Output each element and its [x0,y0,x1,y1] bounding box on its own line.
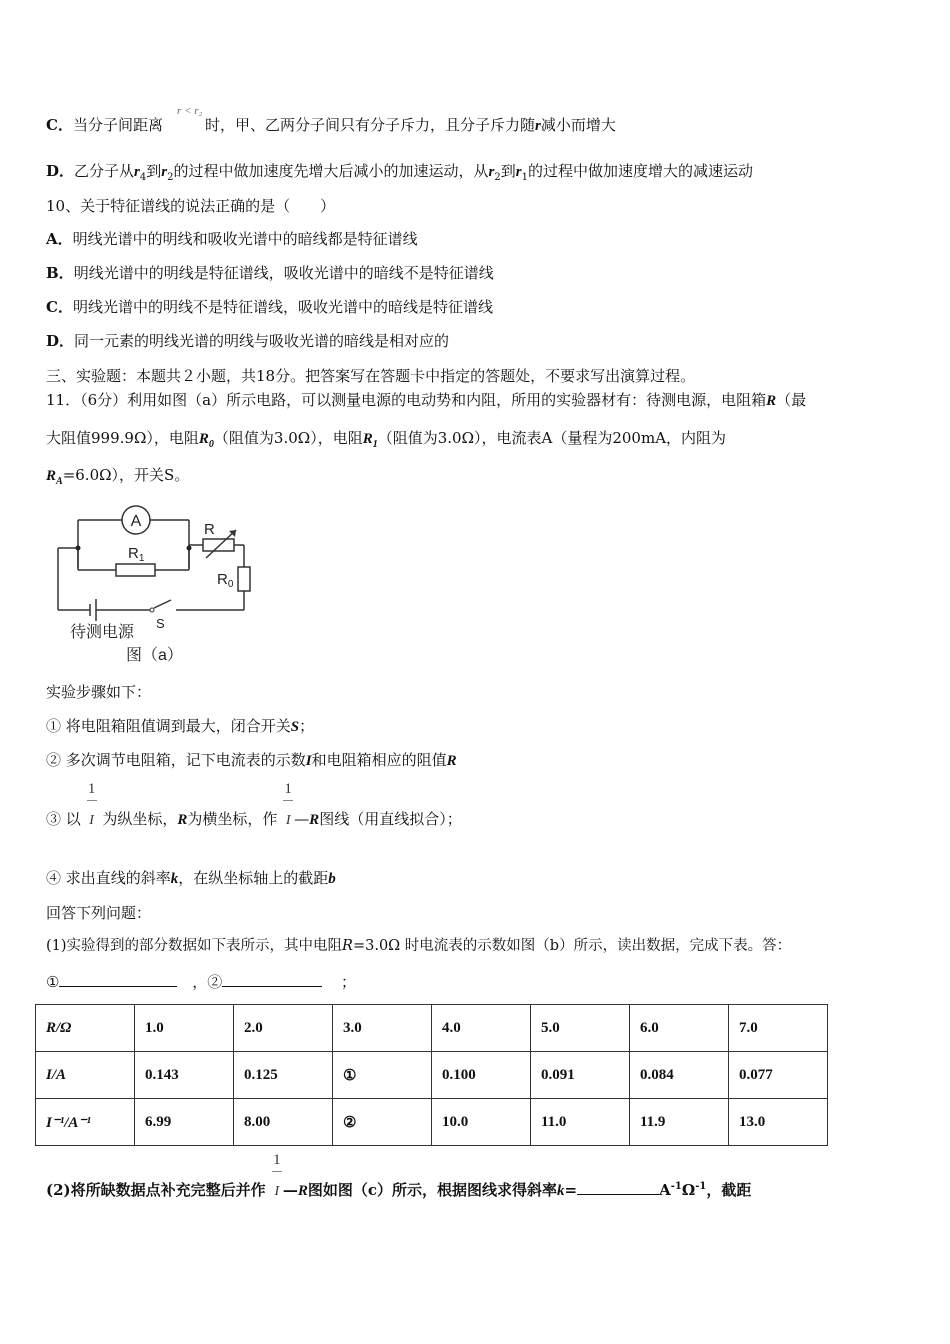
table-cell: 0.125 [234,1052,333,1099]
fraction-1-over-I: $\frac{1}{I}$ [284,781,292,828]
r1-label: $R_1$ [128,545,145,564]
superscript: -1 [670,1181,682,1192]
option-text: 减小而增大 [540,116,616,134]
steps-heading: 实验步骤如下： [46,683,152,701]
variable: R [342,938,353,954]
table-cell: 10.0 [432,1099,531,1146]
row-header: R/Ω [36,1005,135,1052]
option-text: 时，甲、乙两分子间只有分子斥力，且分子斥力随 [204,116,535,134]
section-heading: 三、实验题：本题共２小题，共18分。把答案写在答题卡中指定的答题处，不要求写出演算过程。 [46,367,696,385]
text: 图如图（c）所示，根据图线求得斜率 [307,1181,558,1199]
variable: R [297,1183,308,1199]
text: ，截距 [706,1181,752,1199]
table-row [36,1099,828,1146]
fraction-1-over-I: $\frac{1}{I}$ [273,1152,281,1199]
option-text: 同一元素的明线光谱的明线与吸收光谱的暗线是相对应的 [74,332,450,350]
text: ② 多次调节电阻箱，记下电流表的示数 [46,751,306,769]
q9-option-d [46,161,753,188]
subscript: 4 [139,172,147,183]
text: (2)将所缺数据点补充完整后并作 [46,1181,266,1199]
variable: r [488,164,495,180]
part-2-text [46,1152,752,1202]
subscript: 0 [208,439,214,450]
text: ① 将电阻箱阻值调到最大，闭合开关 [46,717,291,735]
q10-stem: 10、关于特征谱线的说法正确的是（ ） [46,197,336,215]
table-cell: 6.0 [630,1005,729,1052]
variable: r [515,164,522,180]
variable: S [290,719,300,735]
step-2 [46,750,457,771]
table-cell: 0.084 [630,1052,729,1099]
subscript: 2 [167,172,174,183]
option-text: 明线光谱中的明线是特征谱线，吸收光谱中的暗线不是特征谱线 [73,264,494,282]
step-3 [46,781,462,831]
option-label: A． [46,230,73,248]
text: （最 [776,391,807,409]
variable: R [198,431,209,447]
variable: b [328,871,336,887]
text: ； [299,717,315,735]
option-label: B． [46,264,74,282]
subscript: A [56,476,63,487]
option-text: 当分子间距离 [72,116,163,134]
text: =6.0Ω），开关S。 [62,466,190,484]
table-cell: 3.0 [333,1005,432,1052]
table-cell: 7.0 [729,1005,828,1052]
table-cell: 2.0 [234,1005,333,1052]
text: （阻值为3.0Ω），电流表A（量程为200mA，内阻为 [377,429,727,447]
variable: R [766,393,777,409]
unit: Ω [681,1181,696,1199]
row-header: I⁻¹/A⁻¹ [36,1099,135,1146]
q11-line-1 [46,390,806,411]
table-cell: 0.077 [729,1052,828,1099]
junction-dot [76,546,81,551]
variable: r [161,164,168,180]
variable: R [446,753,457,769]
text: 为横坐标，作 [187,810,278,828]
q10-option-c [46,297,493,317]
variable: R [177,812,188,828]
option-label: C． [46,116,73,134]
answer-blank-2[interactable] [222,972,322,987]
table-cell: 4.0 [432,1005,531,1052]
variable: k [170,871,179,887]
option-label: D． [46,332,75,350]
circuit-diagram [46,500,266,670]
option-text: 明线光谱中的明线和吸收光谱中的暗线都是特征谱线 [72,230,418,248]
text: 大阻值999.9Ω），电阻 [46,429,199,447]
step-4 [46,868,336,889]
superscript: -1 [695,1181,707,1192]
option-text: 明线光谱中的明线不是特征谱线，吸收光谱中的暗线是特征谱线 [72,298,493,316]
text: 11．（6分）利用如图（a）所示电路，可以测量电源的电动势和内阻，所用的实验器材有：待测电源，电阻箱 [46,391,767,409]
q11-line-3 [46,465,189,492]
part-1-answers [46,972,356,992]
variable: R [309,812,320,828]
variable-r: r [534,118,541,134]
text: ，在纵坐标轴上的截距 [178,869,329,887]
figure-caption: 图（a） [126,647,183,664]
row-header: I/A [36,1052,135,1099]
q10-option-b [46,263,494,283]
table-cell: 6.99 [135,1099,234,1146]
data-table [35,1004,828,1146]
source-label: 待测电源 [70,624,135,641]
blank-label: ② [207,973,223,991]
text: — [294,810,310,828]
r0-label: $R_0$ [217,571,234,590]
text: ③ 以 [46,810,81,828]
text: ④ 求出直线的斜率 [46,869,171,887]
switch-label: S [156,616,165,631]
inequality-r-lt-r2: r < r₂ [177,105,203,117]
option-text: 的过程中做加速度增大的减速运动 [527,162,753,180]
text: (1)实验得到的部分数据如下表所示，其中电阻 [46,938,343,954]
table-cell: 0.143 [135,1052,234,1099]
table-cell: 11.0 [531,1099,630,1146]
subscript: 2 [494,172,501,183]
junction-dot [187,546,192,551]
text: ， [192,973,208,991]
text: = [564,1181,578,1199]
option-label: C． [46,298,73,316]
option-label: D． [46,162,75,180]
table-cell-blank-1: ① [333,1052,432,1099]
answer-heading: 回答下列问题： [46,904,152,922]
subscript: 1 [372,439,378,450]
variable: R [362,431,373,447]
variable: k [557,1183,565,1199]
answer-blank-1[interactable] [59,972,177,987]
q11-line-2 [46,428,726,455]
text: — [282,1181,298,1199]
table-row [36,1052,828,1099]
fraction-1-over-I: $\frac{1}{I}$ [87,781,96,828]
part-1-text [46,936,791,956]
unit: A [659,1181,671,1199]
variable: I [305,753,312,769]
table-row [36,1005,828,1052]
table-cell: 8.00 [234,1099,333,1146]
table-cell: 0.100 [432,1052,531,1099]
q10-option-d [46,331,449,351]
variable: r [134,164,140,180]
option-text: 乙分子从 [74,162,135,180]
option-text: 到 [146,162,162,180]
table-cell: 11.9 [630,1099,729,1146]
step-1 [46,716,314,737]
table-cell: 13.0 [729,1099,828,1146]
variable: R [46,468,57,484]
ammeter-label: A [130,513,142,530]
q9-option-c [46,115,616,136]
table-cell: 5.0 [531,1005,630,1052]
text: 图线（用直线拟合）； [319,810,462,828]
option-text: 的过程中做加速度先增大后减小的加速运动，从 [173,162,489,180]
subscript: 1 [521,172,528,183]
q10-option-a [46,229,418,249]
rheostat-label: R [204,521,215,538]
blank-label: ① [46,973,60,991]
table-cell: 1.0 [135,1005,234,1052]
text: （阻值为3.0Ω），电阻 [213,429,363,447]
switch-contact-icon [150,608,154,612]
slope-answer-blank[interactable] [577,1180,659,1195]
option-text: 到 [500,162,516,180]
text: =3.0Ω 时电流表的示数如图（b）所示，读出数据，完成下表。答： [352,938,792,954]
table-cell: 0.091 [531,1052,630,1099]
text: 和电阻箱相应的阻值 [311,751,447,769]
text: 为纵坐标， [102,810,178,828]
text: ； [341,973,357,991]
table-cell-blank-2: ② [333,1099,432,1146]
